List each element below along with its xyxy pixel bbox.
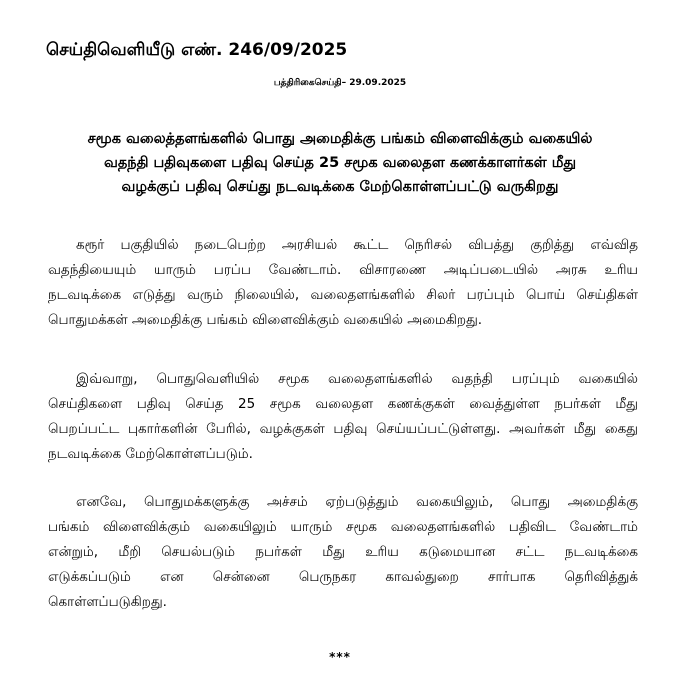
paragraph-line: பொதுமக்கள் அமைதிக்கு பங்கம் விளைவிக்கும் வகையில் அமைகிறது. [48, 312, 483, 328]
paragraph-line: வதந்தியையும் யாரும் பரப்ப வேண்டாம். விசாரணை அடிப்படையில் அரசு உரிய [48, 262, 638, 278]
paragraph-line: எனவே, பொதுமக்களுக்கு அச்சம் ஏற்படுத்தும் வகையிலும், பொது அமைதிக்கு [76, 494, 638, 510]
headline-line-2: வதந்தி பதிவுகளை பதிவு செய்த 25 சமூக வலைதள கணக்காளர்கள் மீது [103, 155, 577, 171]
paragraph-1 [48, 233, 638, 333]
paragraph-line: செய்திகளை பதிவு செய்த 25 சமூக வலைதள கணக்குகள் வைத்துள்ள நபர்கள் மீது [48, 396, 638, 412]
paragraph-line: பங்கம் விளைவிக்கும் வகையிலும் யாரும் சமூக வலைதளங்களில் பதிவிட வேண்டாம் [48, 519, 638, 535]
paragraph-line: கொள்ளப்படுகிறது. [48, 594, 167, 610]
paragraph-line: இவ்வாறு, பொதுவெளியில் சமூக வலைதளங்களில் வதந்தி பரப்பும் வகையில் [76, 371, 638, 387]
headline-line-1: சமூக வலைத்தளங்களில் பொது அமைதிக்கு பங்கம் விளைவிக்கும் வகையில் [87, 131, 593, 147]
paragraph-3 [48, 490, 638, 615]
paragraph-line: பெறப்பட்ட புகார்களின் பேரில், வழக்குகள் பதிவு செய்யப்பட்டுள்ளது. அவர்கள் மீது கைது [48, 421, 638, 437]
press-release-title: பத்திரிகைசெய்தி– 29.09.2025 [273, 78, 407, 88]
headline [40, 127, 640, 199]
paragraph-line: கரூர் பகுதியில் நடைபெற்ற அரசியல் கூட்ட நெரிசல் விபத்து குறித்து எவ்வித [76, 237, 638, 253]
paragraph-2 [48, 367, 638, 467]
headline-line-3: வழக்குப் பதிவு செய்து நடவடிக்கை மேற்கொள்ளப்பட்டு வருகிறது [121, 179, 559, 195]
paragraph-line: எடுக்கப்படும் என சென்னை பெருநகர காவல்துறை சார்பாக தெரிவித்துக் [48, 569, 638, 585]
paragraph-line: நடவடிக்கை எடுத்து வரும் நிலையில், வலைதளங்களில் சிலர் பரப்பும் பொய் செய்திகள் [48, 287, 638, 303]
release-number: செய்திவெளியீடு எண். 246/09/2025 [46, 40, 348, 60]
paragraph-line: நடவடிக்கை மேற்கொள்ளப்படும். [48, 446, 253, 462]
end-marker: *** [329, 650, 351, 664]
paragraph-line: என்றும், மீறி செயல்படும் நபர்கள் மீது உரிய கடுமையான சட்ட நடவடிக்கை [48, 544, 638, 560]
